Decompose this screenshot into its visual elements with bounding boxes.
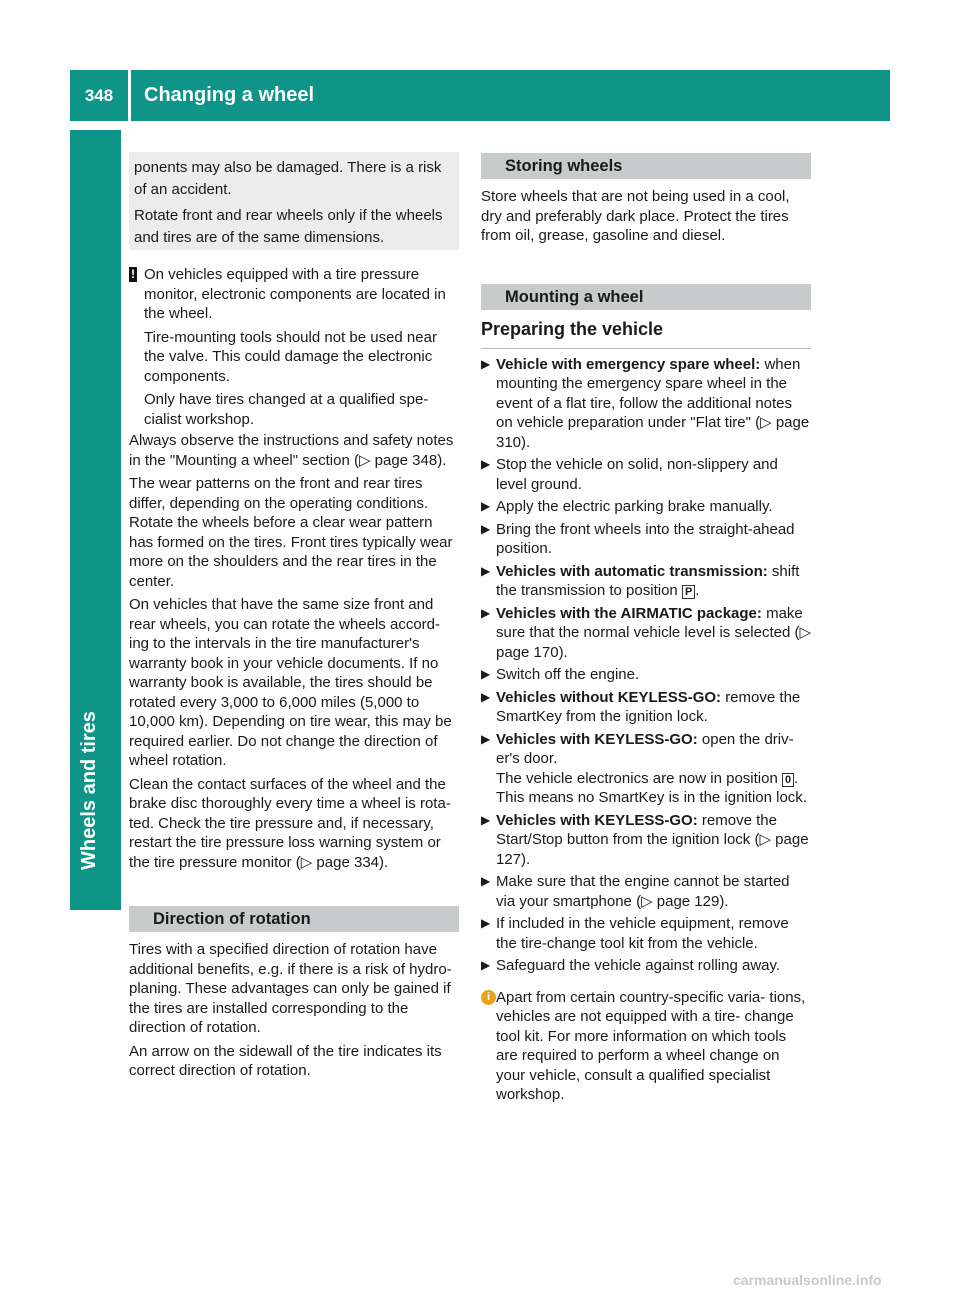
list-item: [481, 811, 811, 870]
step-text: make sure that the normal vehicle level is selected (▷ page 170).: [496, 604, 812, 661]
caution-icon: !: [131, 267, 135, 281]
step-arrow-icon: ▶: [481, 563, 491, 578]
list-item: [481, 730, 811, 808]
storing-heading: Storing wheels: [481, 153, 811, 179]
paragraph: Always observe the instructions and safety notes in the "Mounting a wheel" section (▷ page 348).: [129, 432, 454, 469]
step-arrow-icon: ▶: [481, 689, 491, 704]
step-text: If included in the vehicle equipment, remove the tire-change tool kit from the vehicle.: [496, 915, 789, 952]
list-item: [481, 497, 811, 517]
direction-heading: Direction of rotation: [129, 906, 459, 932]
step-text: remove the Start/Stop button from the ignition lock (▷ page 127).: [496, 811, 809, 868]
step-text: remove the SmartKey from the ignition lock.: [496, 688, 801, 725]
step-arrow-icon: ▶: [481, 356, 491, 371]
direction-section: [129, 906, 459, 1081]
step-arrow-icon: ▶: [481, 521, 491, 536]
step-arrow-icon: ▶: [481, 916, 491, 930]
mounting-heading: Mounting a wheel: [481, 284, 811, 310]
chapter-title: Changing a wheel: [144, 84, 315, 106]
preparing-heading: Preparing the vehicle: [481, 319, 664, 339]
step-label: Vehicle with emergency spare wheel:: [496, 355, 761, 373]
list-item: [481, 455, 811, 494]
paragraph: On vehicles that have the same size front and rear wheels, you can rotate the wheels accord- ing to the intervals in the tire manufacturer's warranty book in your vehicle documents. If no warranty book is available, the tires should be rotated every 3,000 to 6,000 miles (5,000 to 10,000 km). Depending on tire wear, this may be required earlier. Do not change the direction of wheel rotation.: [129, 596, 452, 769]
list-item: [481, 956, 811, 976]
list-item: [481, 688, 811, 727]
step-text: Stop the vehicle on solid, non-slippery and level ground.: [496, 456, 778, 493]
step-arrow-icon: ▶: [481, 457, 491, 471]
list-item: [481, 872, 811, 911]
step-arrow-icon: ▶: [481, 812, 491, 827]
step-text: shift the transmission to position: [496, 562, 800, 599]
step-label: Vehicles without KEYLESS-GO:: [496, 688, 722, 706]
storing-section: [481, 153, 811, 246]
step-arrow-icon: ▶: [481, 874, 491, 888]
section-tab-label: Wheels and tires: [78, 711, 100, 870]
step-label: Vehicles with KEYLESS-GO:: [496, 730, 698, 748]
watermark: carmanualsonline.info: [733, 1272, 882, 1288]
info-icon: i: [481, 990, 496, 1005]
step-arrow-icon: ▶: [481, 731, 491, 746]
step-text: Apply the electric parking brake manually.: [496, 498, 773, 515]
step-arrow-icon: ▶: [481, 958, 491, 972]
page-header: [70, 70, 890, 121]
paragraph: Tires with a specified direction of rotation have additional benefits, e.g. if there is a risk of hydro- planing. These advantages can only be gained if the tires are installed corresponding to the direction of rotation.: [129, 941, 452, 1036]
list-item: [481, 355, 811, 453]
mounting-section: [481, 284, 811, 1105]
caution-text-3: Only have tires changed at a qualified spe- cialist workshop.: [144, 391, 429, 428]
warning-text-1: ponents may also be damaged. There is a risk of an accident.: [134, 159, 442, 198]
step-arrow-icon: ▶: [481, 667, 491, 681]
list-item: [481, 520, 811, 559]
paragraph: Clean the contact surfaces of the wheel and the brake disc thoroughly every time a wheel is rota- ted. Check the tire pressure and, if necessary, restart the tire pressure loss warning system or the tire pressure monitor (▷ page 334).: [129, 775, 451, 871]
step-text: Safeguard the vehicle against rolling away.: [496, 957, 781, 974]
step-text: open the driv- er's door.: [496, 730, 794, 767]
paragraph: An arrow on the sidewall of the tire indicates its correct direction of rotation.: [129, 1042, 442, 1079]
list-item: [481, 914, 811, 953]
ignition-position-icon: 0: [782, 773, 794, 787]
paragraph: Store wheels that are not being used in a cool, dry and preferably dark place. Protect the tires from oil, grease, gasoline and diesel.: [481, 188, 790, 244]
warning-box-text: [134, 157, 456, 249]
list-item: [481, 562, 811, 601]
step-label: Vehicles with the AIRMATIC package:: [496, 604, 762, 622]
body-text: [129, 431, 459, 872]
caution-note: [129, 265, 459, 429]
caution-text-1: On vehicles equipped with a tire pressure monitor, electronic components are located in the wheel.: [144, 266, 446, 322]
list-item: [481, 665, 811, 685]
step-text: Make sure that the engine cannot be started via your smartphone (▷ page 129).: [496, 873, 790, 910]
step-label: Vehicles with KEYLESS-GO:: [496, 811, 698, 829]
step-text: when mounting the emergency spare wheel in the event of a flat tire, follow the additional notes on vehicle preparation under "Flat tire" (▷ page 310).: [496, 355, 810, 451]
step-text: Bring the front wheels into the straight-ahead position.: [496, 520, 795, 557]
step-text: Switch off the engine.: [496, 666, 640, 683]
warning-text-2: Rotate front and rear wheels only if the wheels and tires are of the same dimensions.: [134, 207, 443, 246]
paragraph: The wear patterns on the front and rear tires differ, depending on the operating conditions. Rotate the wheels before a clear wear pattern has formed on the tires. Front tires typically wear more on the shoulders and the rear tires in the center.: [129, 475, 453, 590]
step-arrow-icon: ▶: [481, 499, 491, 513]
steps-list: [481, 355, 811, 976]
info-note: [481, 988, 811, 1105]
info-text: Apart from certain country-specific varia- tions, vehicles are not equipped with a tire- change tool kit. For more information on which tools are required to perform a wheel change on your vehicle, consult a qualified specialist workshop.: [496, 988, 806, 1103]
step-arrow-icon: ▶: [481, 605, 491, 620]
heading-rule: [481, 348, 811, 349]
section-side-tab: [70, 130, 121, 910]
park-position-icon: P: [682, 585, 695, 599]
list-item: [481, 604, 811, 663]
step-result: The vehicle electronics are now in position 0 . This means no SmartKey is in the ignition lock.: [496, 769, 807, 806]
step-text: .: [695, 582, 700, 599]
caution-text-2: Tire-mounting tools should not be used near the valve. This could damage the electronic components.: [144, 328, 437, 385]
step-label: Vehicles with automatic transmission:: [496, 562, 768, 580]
page-number: 348: [84, 85, 114, 105]
